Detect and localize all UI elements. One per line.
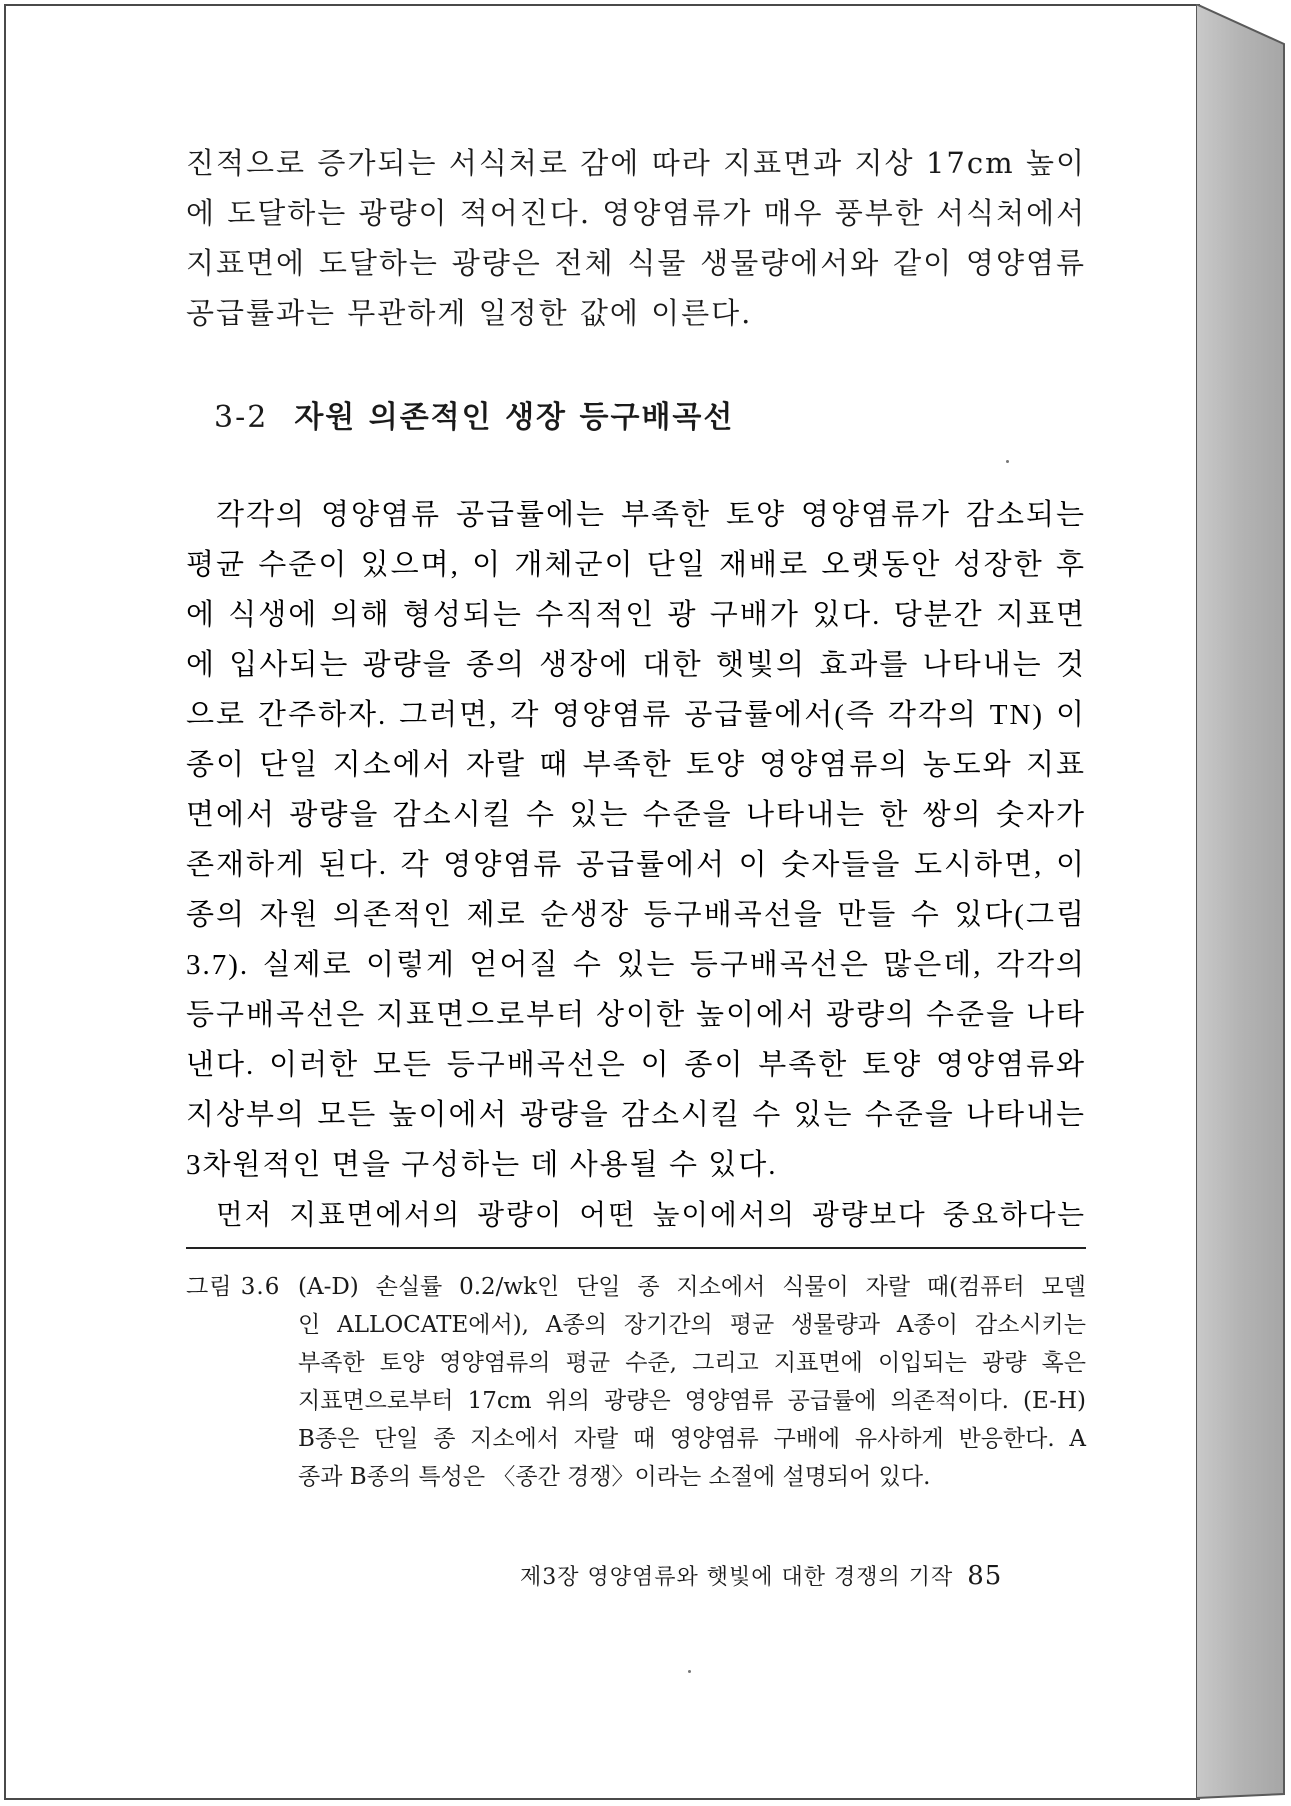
paragraph-1 xyxy=(186,138,1086,338)
paragraph-2-line: 면에서 광량을 감소시킬 수 있는 수준을 나타내는 한 쌍의 숫자가 xyxy=(186,799,1086,831)
section-title: 자원 의존적인 생장 등구배곡선 xyxy=(294,400,735,435)
paragraph-2-line: 에 입사되는 광량을 종의 생장에 대한 햇빛의 효과를 나타내는 것 xyxy=(186,649,1086,681)
paragraph-3 xyxy=(186,1190,1086,1240)
paragraph-1-line: 지표면에 도달하는 광량은 전체 식물 생물량에서와 같이 영양염류 xyxy=(186,246,1086,280)
scan-speck xyxy=(688,1670,691,1673)
section-number: 3-2 xyxy=(214,400,269,435)
paragraph-2-line: 3.7). 실제로 이렇게 얻어질 수 있는 등구배곡선은 많은데, 각각의 xyxy=(186,949,1086,981)
paragraph-2-line: 지상부의 모든 높이에서 광량을 감소시킬 수 있는 수준을 나타내는 xyxy=(186,1099,1086,1131)
paragraph-3-line: 먼저 지표면에서의 광량이 어떤 높이에서의 광량보다 중요하다는 xyxy=(216,1199,1086,1230)
page-number: 85 xyxy=(967,1561,1003,1591)
caption-line: B종은 단일 종 지소에서 자랄 때 영양염류 구배에 유사하게 반응한다. A xyxy=(298,1426,1086,1452)
caption-line: 지표면으로부터 17cm 위의 광량은 영양염류 공급률에 의존적이다. (E-H) xyxy=(298,1388,1086,1414)
caption-line: 종과 B종의 특성은 〈종간 경쟁〉이라는 소절에 설명되어 있다. xyxy=(298,1464,931,1490)
paragraph-1-line: 진적으로 증가되는 서식처로 감에 따라 지표면과 지상 17cm 높이 xyxy=(186,146,1086,180)
paragraph-2 xyxy=(186,490,1086,1190)
paragraph-2-line: 3차원적인 면을 구성하는 데 사용될 수 있다. xyxy=(186,1149,778,1181)
caption-line: (A-D) 손실률 0.2/wk인 단일 종 지소에서 식물이 자랄 때(컴퓨터 모델 xyxy=(298,1274,1086,1300)
paragraph-2-line: 으로 간주하자. 그러면, 각 영양염류 공급률에서(즉 각각의 TN) 이 xyxy=(186,699,1086,731)
section-heading xyxy=(214,392,734,436)
paragraph-2-line: 각각의 영양염류 공급률에는 부족한 토양 영양염류가 감소되는 xyxy=(216,499,1086,531)
caption-line: 부족한 토양 영양염류의 평균 수준, 그리고 지표면에 이입되는 광량 혹은 xyxy=(298,1350,1086,1376)
paragraph-2-line: 낸다. 이러한 모든 등구배곡선은 이 종이 부족한 토양 영양염류와 xyxy=(186,1049,1086,1081)
paragraph-1-line: 공급률과는 무관하게 일정한 값에 이른다. xyxy=(186,296,753,330)
caption-label: 그림 3.6 xyxy=(186,1274,281,1300)
paragraph-2-line: 종의 자원 의존적인 제로 순생장 등구배곡선을 만들 수 있다(그림 xyxy=(186,899,1086,931)
paragraph-2-line: 평균 수준이 있으며, 이 개체군이 단일 재배로 오랫동안 성장한 후 xyxy=(186,549,1086,581)
caption-body xyxy=(298,1268,1086,1496)
paragraph-2-line: 에 식생에 의해 형성되는 수직적인 광 구배가 있다. 당분간 지표면 xyxy=(186,599,1086,631)
paragraph-1-line: 에 도달하는 광량이 적어진다. 영양염류가 매우 풍부한 서식처에서 xyxy=(186,196,1087,230)
scan-speck xyxy=(1006,460,1009,463)
caption-line: 인 ALLOCATE에서), A종의 장기간의 평균 생물량과 A종이 감소시키는 xyxy=(298,1312,1086,1338)
chapter-title: 제3장 영양염류와 햇빛에 대한 경쟁의 기작 xyxy=(520,1565,954,1590)
page-footer xyxy=(520,1560,1056,1591)
caption-divider xyxy=(186,1247,1086,1249)
paragraph-2-line: 종이 단일 지소에서 자랄 때 부족한 토양 영양염류의 농도와 지표 xyxy=(186,749,1086,781)
paragraph-2-line: 존재하게 된다. 각 영양염류 공급률에서 이 숫자들을 도시하면, 이 xyxy=(186,849,1086,881)
book-edge xyxy=(1196,4,1288,1800)
paragraph-2-line: 등구배곡선은 지표면으로부터 상이한 높이에서 광량의 수준을 나타 xyxy=(186,999,1086,1031)
